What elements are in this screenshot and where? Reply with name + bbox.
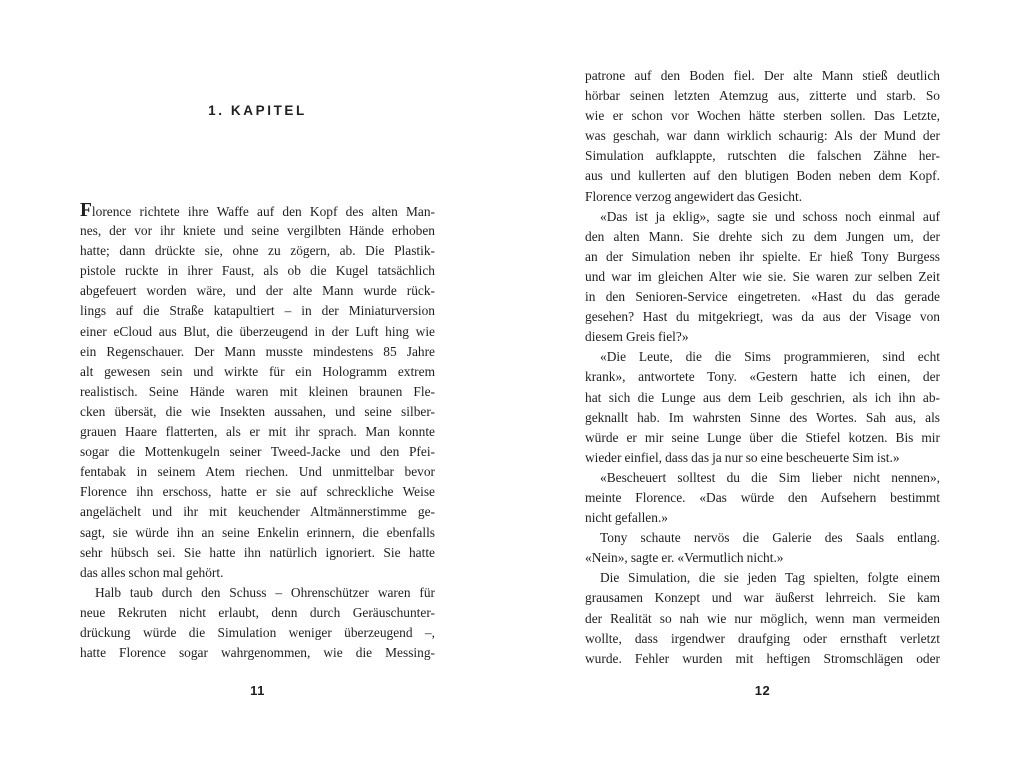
text-line: Florence verzog angewidert das Gesicht. [585, 188, 803, 204]
text-line: realistisch. Seine Hände waren mit kleinen braunen Fle- [80, 383, 435, 399]
text-line: Halb taub durch den Schuss – Ohrenschützer waren für [95, 584, 435, 600]
text-line: fentabak in seinem Atem riechen. Und unmittelbar bevor [80, 464, 435, 480]
text-line: der Realität so nah wie nur möglich, wenn man vermeiden [585, 610, 940, 626]
text-line: hatte Florence sogar wahrgenommen, wie die Messing- [80, 645, 435, 661]
text-line: würde er mir seine Lunge über die Stiefel kotzen. Bis mir [585, 429, 940, 445]
text-line: in den Senioren-Service eingetreten. «Hast du das gerade [585, 289, 940, 305]
right-text-column [585, 66, 940, 669]
text-line: «Die Leute, die die Sims programmieren, sind echt [600, 349, 940, 365]
text-line: Florence ihn erschoss, hatte er sie auf schreckliche Weise [80, 484, 435, 500]
text-line: drückung würde die Simulation weniger überzeugend –, [80, 624, 435, 640]
page-number-right: 12 [754, 683, 771, 698]
text-line: aus und kullerten auf den blutigen Boden neben dem Kopf. [585, 168, 940, 184]
text-line: wieder einfiel, dass das ja nur so eine bescheuerte Sim ist.» [585, 449, 900, 465]
text-line: «Nein», sagte er. «Vermutlich nicht.» [585, 550, 784, 566]
text-line: angelächelt und ihr mit keuchender Altmännerstimme ge- [80, 504, 435, 520]
text-line: meinte Florence. «Das würde den Aufsehern bestimmt [585, 489, 940, 505]
text-line: an der Simulation neben ihr spielte. Er hieß Tony Burgess [585, 248, 940, 264]
text-line: das alles schon mal gehört. [80, 564, 224, 580]
text-line: hörbar seinen letzten Atemzug aus, zitterte und starb. So [585, 88, 940, 104]
drop-cap-letter: F [80, 201, 92, 221]
text-line: cken übersät, die wie Insekten aussahen, und seine silber- [80, 403, 435, 419]
text-line: «Das ist ja eklig», sagte sie und schoss noch einmal auf [600, 208, 940, 224]
text-line: sogar die Mottenkugeln seiner Tweed-Jacke und den Pfei- [80, 444, 435, 460]
text-line: alt gewesen sein und wirkte für ein Hologramm extrem [80, 363, 435, 379]
text-line: Simulation aufklappte, rutschten die falschen Zähne her- [585, 148, 940, 164]
text-line: «Bescheuert solltest du die Sim lieber nicht nennen», [600, 469, 940, 485]
text-line: wie er schon vor Wochen hätte sterben sollen. Das Letzte, [585, 108, 940, 124]
text-line: grauen Haare flatterten, als er mit ihr sprach. Man konnte [80, 424, 435, 440]
text-line: Florence richtete ihre Waffe auf den Kopf des alten Man- [80, 201, 435, 221]
text-line: diesem Greis fiel?» [585, 329, 689, 345]
text-line: hatte; dann drückte sie, ohne zu zögern, ab. Die Plastik- [80, 243, 435, 259]
text-line: einer eCloud aus Blut, die überzeugend in der Luft hing wie [80, 323, 435, 339]
text-line: ein Regenschauer. Der Mann musste mindestens 85 Jahre [80, 343, 435, 359]
text-line: Tony schaute nervös die Galerie des Saals entlang. [600, 530, 940, 546]
text-line: nicht gefallen.» [585, 510, 668, 526]
text-line: nes, der vor ihr kniete und seine vergilbten Hände erhoben [80, 223, 435, 239]
text-line: was geschah, war dann wirklich schaurig: Als der Mund der [585, 128, 940, 144]
text-line: hat sich die Lunge aus dem Leib geschrien, als ich ihn ab- [585, 389, 940, 405]
text-line: Die Simulation, die sie jeden Tag spielten, folgte einem [600, 570, 940, 586]
left-text-column [80, 201, 435, 663]
text-line: grausamen Konzept und war äußerst lehrreich. Sie kam [585, 590, 940, 606]
text-line: neue Rekruten nicht erlaubt, denn durch Geräuschunter- [80, 604, 435, 620]
text-line: pistole ruckte in ihrer Faust, als ob die Kugel tatsächlich [80, 263, 435, 279]
text-line: krank», antwortete Tony. «Gestern hatte ich einen, der [585, 369, 940, 385]
text-line: abgefeuert worden wäre, und der alte Mann wurde rück- [80, 283, 435, 299]
text-line: und war im gleichen Alter wie sie. Sie waren zur selben Zeit [585, 268, 940, 284]
text-line: gesehen? Hast du mitgekriegt, was da aus der Visage von [585, 309, 940, 325]
text-line: den alten Mann. Sie drehte sich zu dem Jungen um, der [585, 228, 940, 244]
text-line: patrone auf den Boden fiel. Der alte Mann stieß deutlich [585, 68, 940, 83]
text-line: wurde. Fehler wurden mit heftigen Stromschlägen oder [585, 650, 940, 666]
text-line: sehr hübsch sei. Sie hatte ihn natürlich ignoriert. Sie hatte [80, 544, 435, 560]
text-line: geknallt hab. Im wahrsten Sinne des Wortes. Sah aus, als [585, 409, 940, 425]
page-number-left: 11 [250, 683, 265, 698]
text-line: sagt, sie würde ihn an seine Enkelin erinnern, die ebenfalls [80, 524, 435, 540]
text-line: lings auf die Straße katapultiert – in der Miniaturversion [80, 303, 435, 319]
chapter-heading: 1. KAPITEL [208, 103, 307, 118]
text-line: wollte, dass irgendwer draufging oder ernsthaft verletzt [585, 630, 940, 646]
